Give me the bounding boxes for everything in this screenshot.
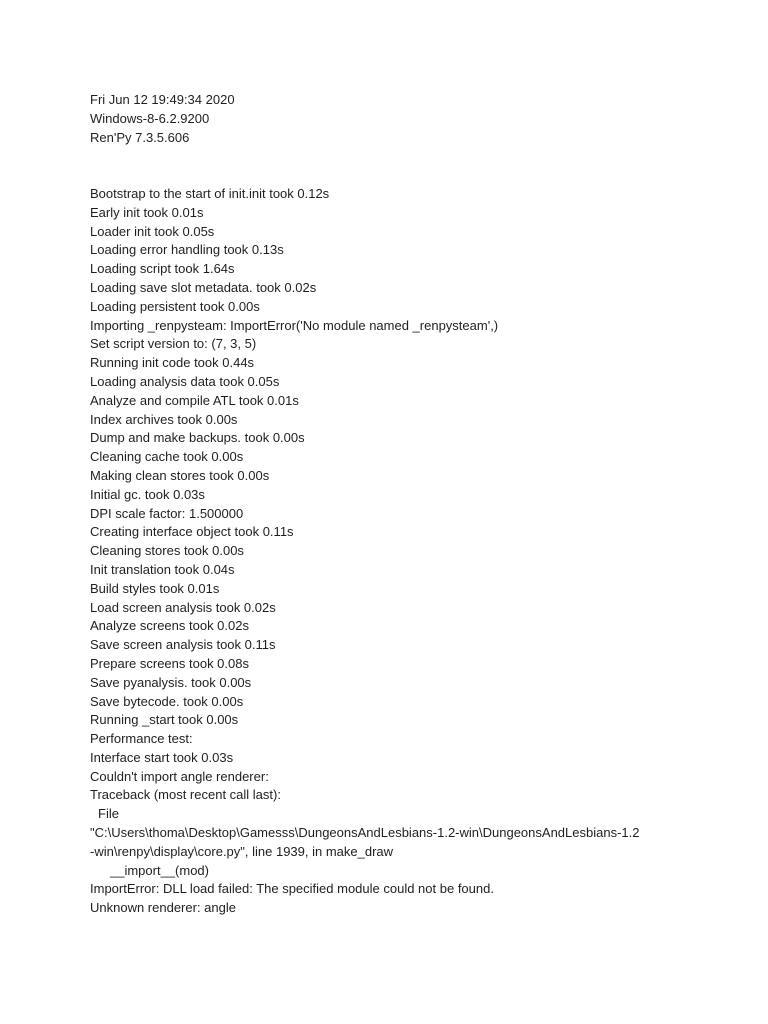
log-line: Bootstrap to the start of init.init took 0.12s (90, 185, 330, 201)
log-line: Couldn't import angle renderer: (90, 768, 269, 784)
log-line: Loading analysis data took 0.05s (90, 373, 280, 389)
log-line: Initial gc. took 0.03s (90, 486, 205, 502)
log-line: Cleaning stores took 0.00s (90, 543, 244, 559)
log-line: Loading save slot metadata. took 0.02s (90, 279, 317, 295)
traceback-code: __import__(mod) (110, 862, 209, 878)
log-line: Cleaning cache took 0.00s (90, 449, 244, 465)
log-line: Load screen analysis took 0.02s (90, 599, 276, 615)
log-line: Interface start took 0.03s (90, 749, 234, 765)
log-line: Dump and make backups. took 0.00s (90, 430, 305, 446)
traceback-path-line-2: -win\renpy\display\core.py", line 1939, in make_draw (90, 843, 394, 859)
log-line: Loader init took 0.05s (90, 223, 215, 239)
log-line: Creating interface object took 0.11s (90, 524, 294, 540)
log-line: Save pyanalysis. took 0.00s (90, 674, 252, 690)
log-line: Importing _renpysteam: ImportError('No module named _renpysteam',) (90, 317, 499, 333)
log-line: Analyze and compile ATL took 0.01s (90, 392, 299, 408)
log-line: Init translation took 0.04s (90, 561, 235, 577)
log-line: Set script version to: (7, 3, 5) (90, 336, 257, 352)
log-line: Unknown renderer: angle (90, 900, 236, 916)
log-line: Prepare screens took 0.08s (90, 655, 249, 671)
log-line: Running _start took 0.00s (90, 712, 239, 728)
log-line: Loading persistent took 0.00s (90, 298, 260, 314)
log-line: Save bytecode. took 0.00s (90, 693, 244, 709)
log-line: Index archives took 0.00s (90, 411, 238, 427)
log-line: Loading script took 1.64s (90, 261, 235, 277)
log-line: Loading error handling took 0.13s (90, 242, 284, 258)
log-line: Performance test: (90, 731, 193, 747)
traceback-file-label: File (98, 806, 119, 822)
log-date: Fri Jun 12 19:49:34 2020 (90, 92, 235, 107)
footer-lines (90, 880, 710, 918)
log-line: Traceback (most recent call last): (90, 787, 281, 803)
log-version: Ren'Py 7.3.5.606 (90, 129, 190, 145)
log-line: Save screen analysis took 0.11s (90, 637, 276, 653)
log-line: ImportError: DLL load failed: The specified module could not be found. (90, 881, 494, 897)
log-line: DPI scale factor: 1.500000 (90, 505, 244, 521)
log-line: Build styles took 0.01s (90, 580, 220, 596)
log-lines (90, 185, 710, 805)
log-line: Running init code took 0.44s (90, 355, 255, 371)
log-line: Making clean stores took 0.00s (90, 467, 270, 483)
log-document (90, 91, 710, 918)
traceback-path-line-1: "C:\Users\thoma\Desktop\Gamesss\DungeonsAndLesbians-1.2-win\DungeonsAndLesbians-1.2 (90, 825, 640, 841)
log-line: Analyze screens took 0.02s (90, 618, 249, 634)
log-line: Early init took 0.01s (90, 204, 204, 220)
spacer (90, 147, 710, 185)
log-os: Windows-8-6.2.9200 (90, 110, 210, 126)
